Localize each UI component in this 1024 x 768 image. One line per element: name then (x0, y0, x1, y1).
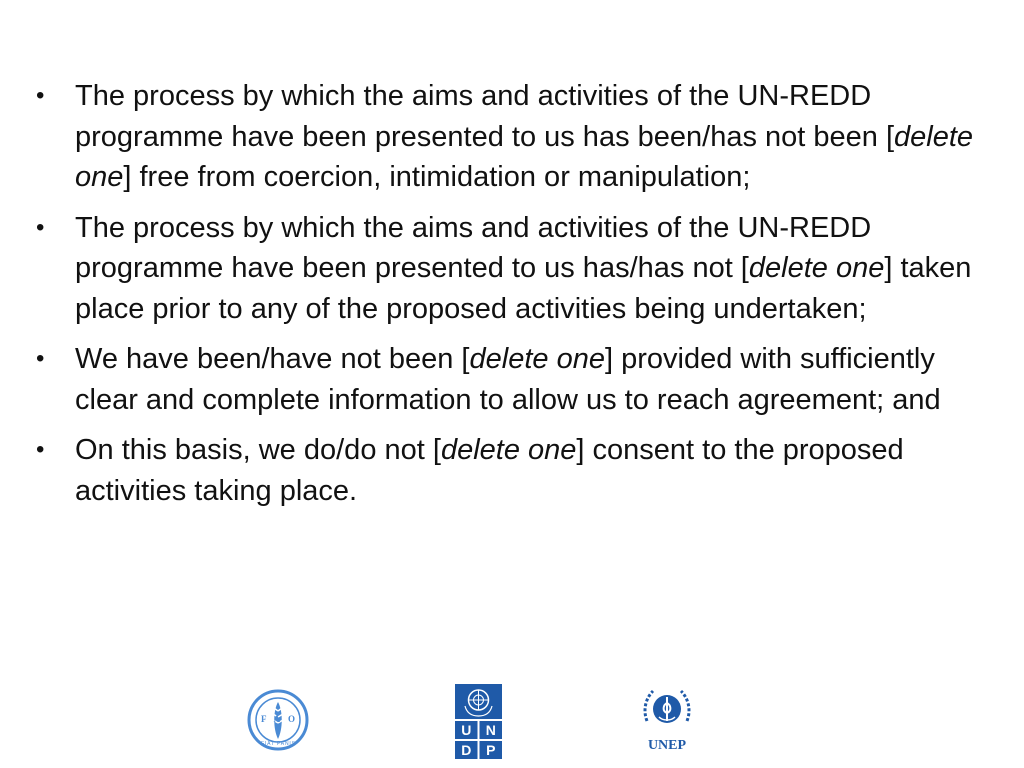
bullet-text-end: ] taken place prior to any of the proposed activities being undertaken; (75, 252, 972, 325)
bullet-icon: • (36, 82, 45, 109)
fao-motto: FIAT PANIS (261, 741, 295, 747)
bullet-text-start: The process by which the aims and activities of the UN-REDD programme have been presented to us has/has not [ (75, 211, 872, 284)
bullet-text-start: The process by which the aims and activities of the UN-REDD programme have been presented to us has been/has not been [ (75, 80, 895, 153)
bullet-text-emphasis: delete one (75, 120, 974, 193)
undp-letter-u: U (461, 722, 472, 738)
list-item (30, 430, 995, 511)
list-item (30, 339, 995, 420)
undp-logo-icon (455, 684, 502, 759)
bullet-text-emphasis: delete one (469, 343, 605, 375)
fao-logo-icon (247, 689, 309, 751)
undp-letter-p: P (486, 742, 496, 758)
bullet-text-start: On this basis, we do/do not [ (75, 434, 441, 466)
unep-logo-icon (637, 683, 697, 753)
bullet-text-end: ] consent to the proposed activities taking place. (75, 434, 904, 507)
bullet-text-end: ] free from coercion, intimidation or manipulation; (123, 161, 751, 193)
undp-letter-n: N (485, 722, 496, 738)
list-item (30, 208, 995, 330)
bullet-icon: • (36, 213, 45, 241)
bullet-text-emphasis: delete one (440, 434, 577, 466)
undp-letter-d: D (461, 742, 472, 758)
bullet-icon: • (36, 345, 45, 372)
bullet-text-end: ] provided with sufficiently clear and complete information to allow us to reach agreement; and (75, 343, 941, 416)
bullet-text-emphasis: delete one (748, 252, 885, 284)
bullet-text-start: We have been/have not been [ (75, 343, 470, 375)
unep-wordmark: UNEP (647, 738, 687, 753)
list-item (30, 76, 995, 198)
fao-letter-f: FAO (261, 714, 295, 724)
bullet-list (30, 76, 995, 521)
bullet-icon: • (36, 436, 45, 463)
